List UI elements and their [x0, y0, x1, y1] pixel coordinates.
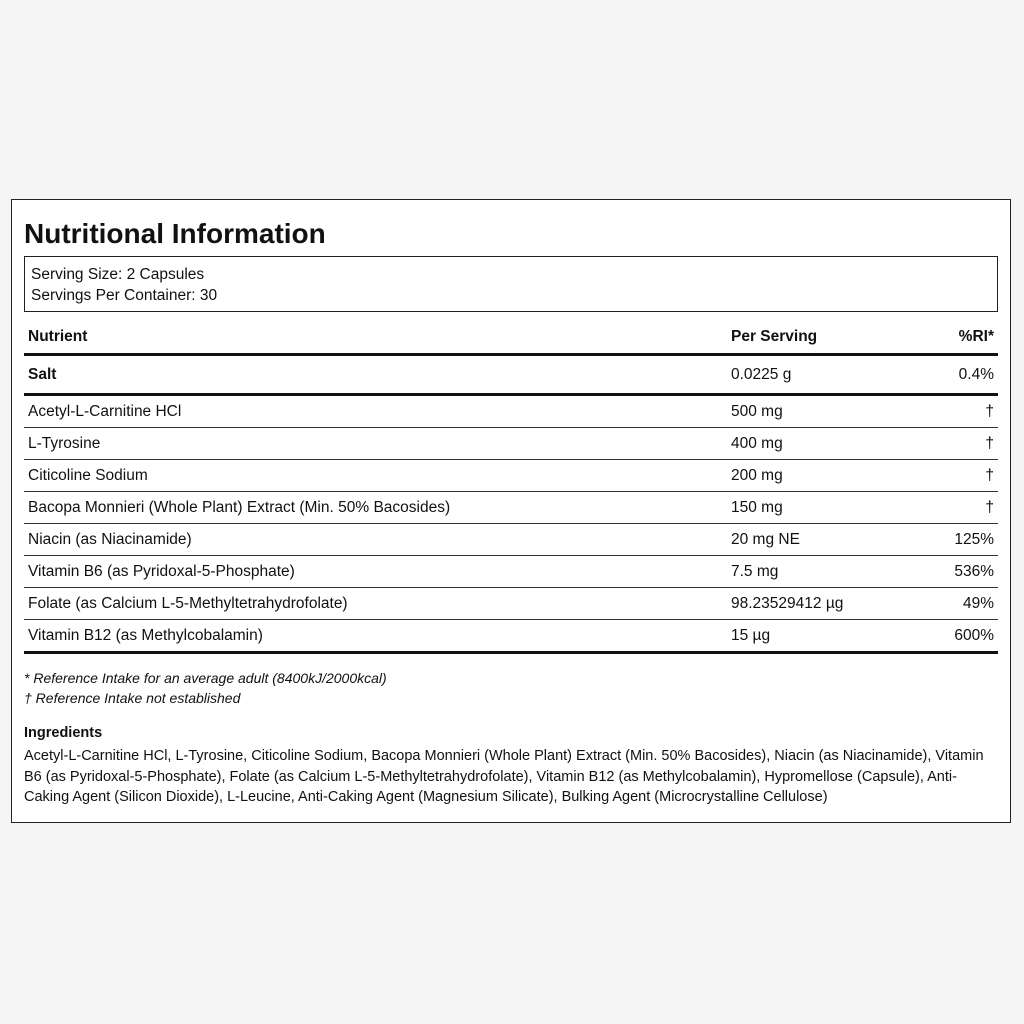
table-row: [24, 460, 998, 492]
serving-info: [24, 256, 998, 312]
ri-value: †: [985, 466, 994, 484]
ri-value: †: [985, 434, 994, 452]
nutrient-name: Vitamin B6 (as Pyridoxal-5-Phosphate): [28, 562, 295, 580]
nutrient-name: Niacin (as Niacinamide): [28, 530, 192, 548]
servings-per-container: Servings Per Container: 30: [31, 287, 218, 304]
header-nutrient: Nutrient: [28, 328, 88, 345]
table-row: [24, 396, 998, 428]
ri-footnote: * Reference Intake for an average adult (8400kJ/2000kcal): [24, 670, 387, 686]
ri-value: 536%: [954, 562, 994, 580]
header-per-serving: Per Serving: [731, 328, 818, 345]
dagger-footnote: † Reference Intake not established: [24, 690, 241, 706]
ri-value: †: [985, 402, 994, 420]
ri-value: 600%: [954, 626, 994, 644]
per-serving-value: 200 mg: [731, 466, 783, 484]
table-row-salt: [24, 356, 998, 396]
ri-value: 0.4%: [958, 365, 994, 383]
serving-size: Serving Size: 2 Capsules: [31, 266, 205, 283]
per-serving-value: 0.0225 g: [731, 365, 792, 383]
table-header: [24, 321, 998, 356]
nutrient-name: L-Tyrosine: [28, 434, 101, 452]
nutrition-table: [24, 321, 998, 654]
per-serving-value: 98.23529412 µg: [731, 594, 844, 612]
ri-value: 125%: [954, 530, 994, 548]
table-row: [24, 428, 998, 460]
table-row: [24, 620, 998, 654]
nutrient-name: Vitamin B12 (as Methylcobalamin): [28, 626, 263, 644]
nutrient-name: Bacopa Monnieri (Whole Plant) Extract (Min. 50% Bacosides): [28, 498, 451, 516]
ri-value: 49%: [962, 594, 994, 612]
header-ri: %RI*: [958, 328, 994, 345]
table-row: [24, 556, 998, 588]
nutrition-panel: [11, 199, 1011, 823]
table-row: [24, 588, 998, 620]
table-row: [24, 524, 998, 556]
nutrient-name: Salt: [28, 365, 57, 383]
ri-value: †: [985, 498, 994, 516]
nutrient-name: Acetyl-L-Carnitine HCl: [28, 402, 182, 420]
page-title: Nutritional Information: [24, 218, 326, 249]
per-serving-value: 400 mg: [731, 434, 783, 452]
per-serving-value: 20 mg NE: [731, 530, 800, 548]
per-serving-value: 150 mg: [731, 498, 783, 516]
nutrient-name: Folate (as Calcium L-5-Methyltetrahydrofolate): [28, 594, 348, 612]
per-serving-value: 7.5 mg: [731, 562, 779, 580]
nutrient-name: Citicoline Sodium: [28, 466, 148, 484]
table-row: [24, 492, 998, 524]
per-serving-value: 500 mg: [731, 402, 783, 420]
ingredients-title: Ingredients: [24, 725, 103, 741]
per-serving-value: 15 µg: [731, 626, 771, 644]
ingredients-text: Acetyl-L-Carnitine HCl, L-Tyrosine, Citicoline Sodium, Bacopa Monnieri (Whole Plant) Extract (Min. 50% Bacosides), Niacin (as Niacinamide), Vitamin B6 (as Pyridoxal-5-Phosphate), Folate (as Calcium L-5-Methyltetrahydrofolate), Vitamin B12 (as Methylcobalamin), Hypromellose (Capsule), Anti-Caking Agent (Silicon Dioxide), L-Leucine, Anti-Caking Agent (Magnesium Silicate), Bulking Agent (Microcrystalline Cellulose): [24, 748, 984, 805]
footnotes: [24, 668, 998, 708]
